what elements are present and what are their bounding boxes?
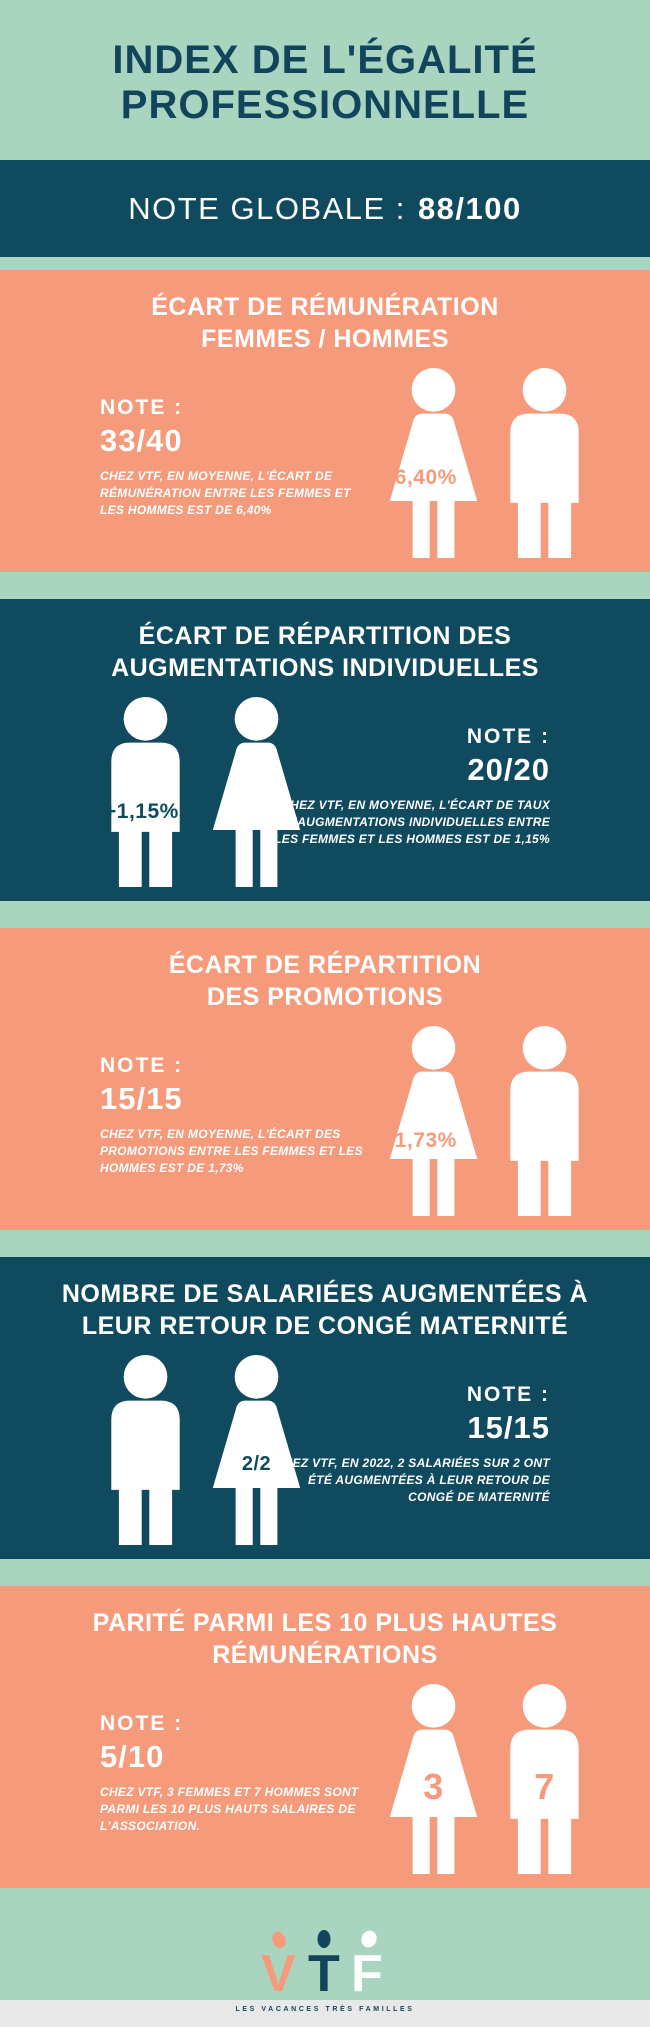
man-figure-icon <box>98 1355 193 1545</box>
man-figure-icon <box>98 697 193 887</box>
note-label: NOTE : <box>100 396 184 419</box>
desc-text: CHEZ VTF, EN MOYENNE, L'ÉCART DE RÉMUNÉRATION ENTRE LES FEMMES ET LES HOMMES EST DE <box>100 469 351 518</box>
header <box>0 0 650 160</box>
page-title-line2: PROFESSIONNELLE <box>120 83 530 127</box>
section-title-line1: ÉCART DE RÉPARTITION DES <box>138 622 512 650</box>
men-count-label: 7 <box>534 1766 555 1807</box>
desc-bold: 3 FEMMES <box>167 1785 231 1799</box>
section-title-line1: ÉCART DE RÉMUNÉRATION <box>151 293 499 321</box>
note-block <box>100 396 365 519</box>
global-note-score: 88/100 <box>417 190 522 226</box>
note-block <box>265 725 550 848</box>
figures-group <box>382 368 592 558</box>
note-description <box>100 1784 365 1835</box>
section-title-line1: PARITÉ PARMI LES 10 PLUS HAUTES <box>92 1609 558 1637</box>
note-score: 20/20 <box>467 752 550 787</box>
section-title-line2: LEUR RETOUR DE CONGÉ MATERNITÉ <box>81 1312 569 1340</box>
section-augmentations-title <box>0 620 650 684</box>
note-score: 5/10 <box>100 1739 165 1774</box>
section-title-line2: DES PROMOTIONS <box>206 983 444 1011</box>
note-label: NOTE : <box>100 1054 184 1077</box>
section-remuneration-title <box>0 291 650 355</box>
desc-text: CHEZ VTF, EN MOYENNE, L'ÉCART DE TAUX D'AUGMENTATIONS INDIVIDUELLES ENTRE LES FEMMES ET LES HOMMES EST DE <box>274 798 550 847</box>
desc-bold: 7 HOMMES <box>253 1785 321 1799</box>
women-count-label: 3 <box>423 1766 444 1807</box>
desc-bold: 1,73% <box>208 1161 244 1176</box>
desc-text: CHEZ VTF, <box>100 1785 168 1799</box>
page-title <box>0 38 650 128</box>
section-promotions <box>0 928 650 1230</box>
woman-figure-icon <box>386 368 481 558</box>
section-promotions-title <box>0 949 650 1013</box>
note-score: 15/15 <box>467 1410 550 1445</box>
desc-text: CHEZ VTF, EN MOYENNE, L'ÉCART DES PROMOTIONS ENTRE LES FEMMES ET LES HOMMES EST DE <box>100 1127 363 1176</box>
note-block <box>100 1712 365 1835</box>
figure-value-label: +1,73% <box>382 1129 457 1152</box>
figure-value-label: +1,15% <box>104 800 179 823</box>
logo-tagline: LES VACANCES TRÈS FAMILLES <box>235 2006 415 2013</box>
note-score: 33/40 <box>100 423 183 458</box>
svg-text:V: V <box>261 1945 296 2003</box>
man-figure-icon <box>497 368 592 558</box>
note-block <box>100 1054 365 1177</box>
section-parite <box>0 1586 650 1888</box>
section-parite-title <box>0 1607 650 1671</box>
section-conge-maternite-title <box>0 1278 650 1342</box>
note-label: NOTE : <box>100 1712 184 1735</box>
figures-group <box>382 1026 592 1216</box>
section-title-line2: RÉMUNÉRATIONS <box>212 1641 438 1669</box>
note-score: 15/15 <box>100 1081 183 1116</box>
note-label: NOTE : <box>466 1383 550 1406</box>
section-title-line2: FEMMES / HOMMES <box>201 325 449 353</box>
section-title-line2: AUGMENTATIONS INDIVIDUELLES <box>111 654 539 682</box>
desc-bold: 1,15% <box>514 832 550 847</box>
figure-value-label: 2/2 <box>241 1453 272 1475</box>
man-figure-icon <box>497 1026 592 1216</box>
woman-figure-icon <box>386 1026 481 1216</box>
figure-value-label: +6,40% <box>382 466 457 489</box>
svg-text:T: T <box>308 1945 340 2003</box>
figures-group <box>386 1684 592 1874</box>
vtf-logo-icon <box>247 1929 403 2001</box>
footer <box>0 1915 650 2027</box>
note-description <box>100 1126 365 1177</box>
section-title-line1: ÉCART DE RÉPARTITION <box>168 951 482 979</box>
note-description <box>265 1455 550 1506</box>
global-note-label: NOTE GLOBALE : <box>128 190 406 226</box>
desc-text: CHEZ VTF, EN 2022, <box>274 1456 398 1470</box>
section-remuneration <box>0 270 650 572</box>
desc-text: ONT ÉTÉ AUGMENTÉES À LEUR RETOUR DE CONGÉ DE MATERNITÉ <box>308 1456 550 1505</box>
section-title-line1: NOMBRE DE SALARIÉES AUGMENTÉES À <box>61 1280 589 1308</box>
desc-text: SONT PARMI LES 10 PLUS HAUTS SALAIRES DE L'ASSOCIATION. <box>100 1785 359 1834</box>
global-note-band <box>0 160 650 257</box>
note-description <box>265 797 550 848</box>
vtf-logo <box>247 1929 403 2001</box>
note-label: NOTE : <box>466 725 550 748</box>
desc-text: ET <box>230 1785 254 1799</box>
desc-bold: 2 SALARIÉES SUR 2 <box>397 1456 521 1470</box>
svg-text:F: F <box>351 1945 383 2003</box>
note-description <box>100 468 365 519</box>
section-augmentations <box>0 599 650 901</box>
page-title-line1: INDEX DE L'ÉGALITÉ <box>112 38 538 83</box>
section-conge-maternite <box>0 1257 650 1559</box>
note-block <box>265 1383 550 1506</box>
desc-bold: 6,40% <box>236 503 272 518</box>
